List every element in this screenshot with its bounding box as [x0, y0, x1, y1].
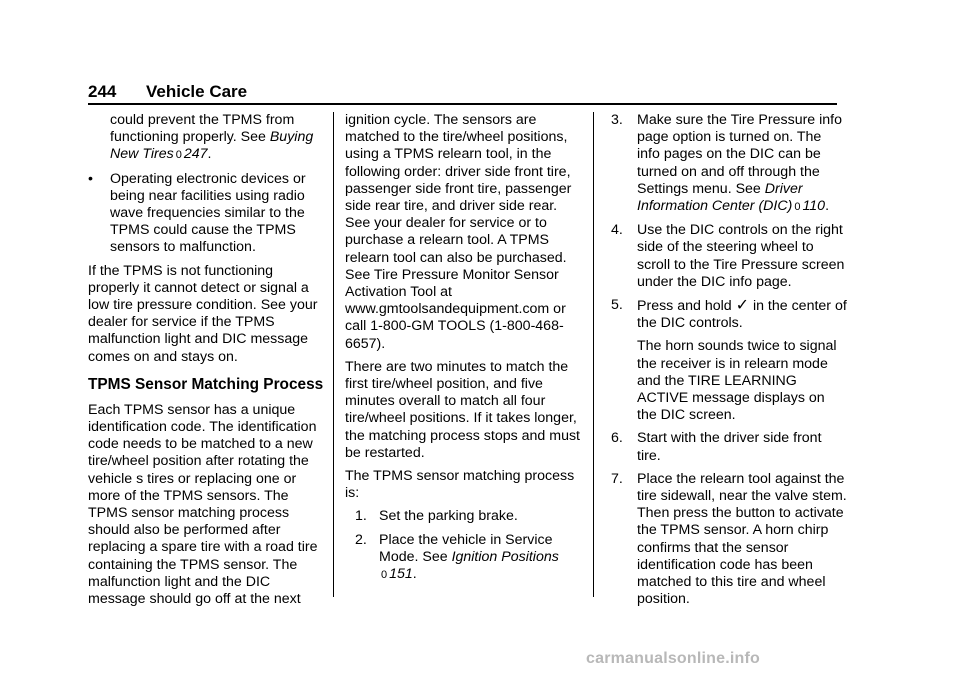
step-text: Place the relearn tool against the tire sidewall, near the valve stem. Then press the button to activate the TPMS sensor. A horn chirp confirms that the sensor identification code has been matched to this tire and wheel position.: [637, 470, 847, 608]
header-rule: [88, 103, 837, 105]
paragraph-ignition-cycle: ignition cycle. The sensors are matched to the tire/wheel positions, using a TPMS relearn tool, in the following order: driver side front tire, passenger side front tire, passenger side rear tire, and driver side rear. See your dealer for service or to purchase a relearn tool. A TPMS relearn tool can also be purchased. See Tire Pressure Monitor Sensor Activation Tool at www.gmtoolsandequipment.com or call 1-800-GM TOOLS (1-800-468-6657).: [345, 112, 572, 352]
cross-reference-page: 110: [802, 198, 826, 215]
step-text: Start with the driver side front tire.: [637, 430, 822, 464]
cross-reference-title: Buying New Tires: [110, 129, 314, 163]
step-text: Set the parking brake.: [379, 508, 518, 525]
step-text: Press and hold: [637, 298, 736, 315]
step-5-detail: The horn sounds twice to signal the receiver is in relearn mode and the TIRE LEARNING ACTIVE message displays on the DIC screen.: [637, 338, 837, 424]
step-2: 2. Place the vehicle in Service Mode. See Ignition Positions 0 151.: [355, 531, 559, 583]
step-number: 3.: [611, 112, 623, 128]
page-reference-icon: 0: [175, 149, 182, 162]
bullet-item: [88, 171, 324, 257]
column-3: [611, 112, 847, 614]
step-number: 5.: [611, 297, 623, 314]
step-text: Place the vehicle in Service Mode. See: [379, 531, 553, 565]
paragraph-not-functioning: If the TPMS is not functioning properly it cannot detect or signal a low tire pressure condition. See your dealer for service if the TPMS malfunction light and DIC message comes on and stays on.: [88, 262, 318, 365]
step-number: 6.: [611, 430, 623, 447]
page-reference-icon: 0: [381, 569, 388, 582]
step-4: [611, 222, 847, 291]
cross-reference-page: 151: [389, 566, 413, 583]
section-heading: TPMS Sensor Matching Process: [88, 375, 324, 393]
section-title: Vehicle Care: [146, 82, 248, 101]
step-number: 7.: [611, 470, 623, 487]
column-1: [88, 112, 324, 614]
column-2: [345, 112, 583, 590]
step-text: Make sure the Tire Pressure info page option is turned on. The info pages on the DIC can be turned on and off through the Settings menu. See: [637, 112, 843, 197]
step-6: [611, 430, 847, 464]
bullet-icon: •: [88, 170, 93, 187]
step-number: 1.: [355, 508, 367, 525]
paragraph-tpms-prevent: could prevent the TPMS from functioning properly. See Buying New Tires 0 247.: [110, 112, 314, 163]
step-1: [345, 508, 583, 525]
step-3: 3. Make sure the Tire Pressure info page option is turned on. The info pages on the DIC can be turned on and off through the Settings menu. See Driver Information Center (DIC) 0 110.: [611, 112, 843, 215]
cross-reference-page: 247: [183, 146, 208, 163]
step-7: [611, 471, 847, 609]
checkmark-icon: ✓: [735, 297, 749, 315]
page-number: 244: [88, 82, 117, 101]
paragraph-two-minutes: There are two minutes to match the first tire/wheel position, and five minutes overall to match all four tire/wheel positions. If it takes longer, the matching process stops and must be restarted.: [345, 358, 581, 461]
column-divider-2: [593, 112, 594, 597]
step-number: 2.: [355, 531, 367, 548]
cross-reference-title: Ignition Positions: [451, 548, 559, 565]
step-number: 4.: [611, 222, 623, 239]
watermark: carmanualsonline.info: [586, 650, 761, 667]
step-text: Use the DIC controls on the right side of the steering wheel to scroll to the Tire Pressure screen under the DIC info page.: [637, 222, 845, 290]
step-5: [611, 297, 847, 332]
bullet-text: Operating electronic devices or being near facilities using radio wave frequencies similar to the TPMS could cause the TPMS sensors to malfunction.: [110, 170, 306, 256]
page-header: [88, 82, 247, 102]
paragraph-identification-code: Each TPMS sensor has a unique identification code. The identification code needs to be matched to a new tire/wheel position after rotating the vehicle s tires or replacing one or more of the TPMS sensors. The TPMS sensor matching process should also be performed after replacing a spare tire with a road tire containing the TPMS sensor. The malfunction light and the DIC message should go off at the next: [88, 401, 318, 608]
step-text-continued: in the center of the DIC controls.: [637, 298, 847, 332]
paragraph-process-intro: The TPMS sensor matching process is:: [345, 468, 575, 502]
column-divider-1: [333, 112, 334, 597]
paragraph-text: could prevent the TPMS from functioning properly. See: [110, 112, 295, 146]
cross-reference-title: Driver Information Center (DIC): [637, 180, 803, 215]
page-reference-icon: 0: [794, 201, 801, 214]
